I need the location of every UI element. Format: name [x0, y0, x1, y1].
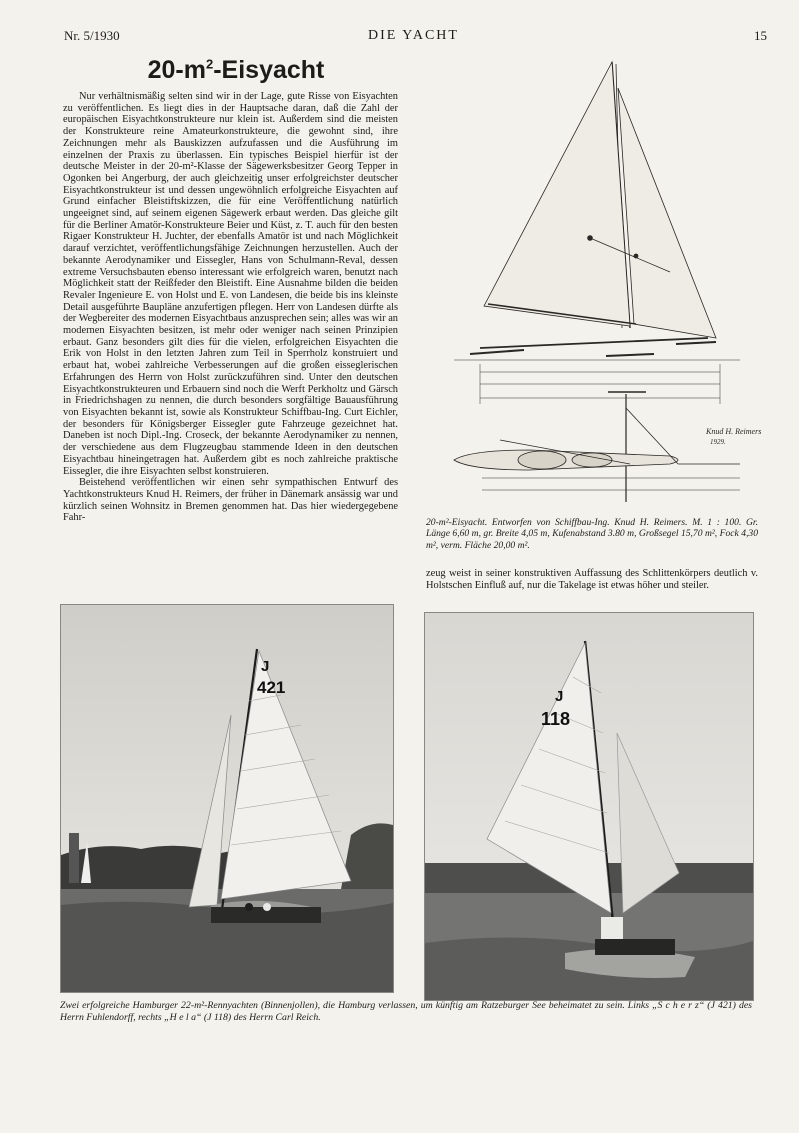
title-rest: -Eisyacht [213, 56, 325, 84]
article-body-left [63, 91, 398, 524]
drawing-signature-name: Knud H. Reimers [706, 427, 762, 436]
article-title [120, 56, 352, 85]
sail-letter-right: J [555, 688, 564, 705]
photo-scherz [60, 604, 394, 993]
sail-letter-left: J [261, 658, 270, 675]
page-number: 15 [754, 28, 767, 43]
photo-caption: Zwei erfolgreiche Hamburger 22-m²-Rennyachten (Binnenjollen), die Hamburg verlassen, um künftig am Ratzeburger See beheimatet zu sein. Links „S c h e r z“ (J 421) des Herrn Fuhlendorff, rechts „H e l a“ (J 118) des Herrn Carl Reich. [60, 1000, 752, 1023]
drawing-caption: 20-m²-Eisyacht. Entworfen von Schiffbau-Ing. Knud H. Reimers. M. 1 : 100. Gr. Länge 6,60 m, gr. Breite 4,05 m, Kufenabstand 3.80 m, Großsegel 15,70 m², Fock 4,30 m², verm. Fläche 20,00 m². [426, 517, 758, 551]
issue-number: Nr. 5/1930 [64, 28, 120, 43]
article-body-right: zeug weist in seiner konstruktiven Auffassung des Schlittenkörpers deutlich v. Holstschen Einfluß auf, nur die Takelage ist etwas höher und steiler. [426, 568, 758, 591]
sail-number-118: 118 [541, 709, 571, 729]
journal-title: DIE YACHT [368, 28, 459, 43]
paragraph-1: Nur verhältnismäßig selten sind wir in der Lage, gute Risse von Eisyachten zu veröffentlichen. Es liegt dies in der Hauptsache daran, daß die Zahl der europäischen Eisyachtkonstrukteure nur klein ist. Außerdem sind die meisten der Konstrukteure reine Amateurkonstrukteure, die gewohnt sind, ihre Zeichnungen mehr als Bauskizzen aufzufassen und die Ausführung im einzelnen der Praxis zu überlassen. Ein typisches Beispiel hierfür ist der deutsche Meister in der 20-m²-Klasse der Sägewerksbesitzer Georg Tepper in Ogonken bei Angerburg, der auch gleichzeitig unser erfolgreichster deutscher Eisyachtkonstrukteur ist und dessen ungewöhnlich erfolgreiche Eisyachten auf Grund einfacher Bleistiftskizzen, die für eine Veröffentlichung natürlich ungeeignet sind, auf seinem eigenen Sägewerk erbaut werden. Das gleiche gilt für die Berliner Amatör-Konstrukteure Beier und Küst, z. T. auch für den besten Rigaer Konstrukteur H. Juchter, der ebenfalls Amatör ist und nach Möglichkeit darauf verzichtet, veröffentlichungsfähige Zeichnungen herzustellen. Auch der bekannte Aerodynamiker und Eissegler, Hans von Schulmann-Reval, dessen extreme Versuchsbauten ebenso interessant wie erfolgreich waren, benutzt nach Möglichkeit statt der Reißfeder den Bleistift. Eine Ausnahme bilden die beiden Revaler Ingenieure E. von Holst und E. von Landesen, die beide bis ins kleinste Detail ausgeführte Baupläne anzufertigen pflegen. Herr von Landesen dürfte als der Wegbereiter des modernen Eisyachtbaus anzusprechen sein; alles was wir an modernen Eisyachten besitzen, ist mehr oder weniger nach seinen Prinzipien erbaut. Ganz besonders gilt dies für die vielen, erfolgreichen Eisyachten die Erik von Holst in den letzten Jahren zum Teil in Sperrholz konstruiert und erbaut hat, wobei zahlreiche Verbesserungen auf die großen eisseglerischen Erfahrungen des Herrn von Holst zurückzuführen sind. Unter den deutschen Eisyachtkonstrukteuren und Erbauern sind noch die Werft Perkholtz und Gärsch in Friedrichshagen zu nennen, die durch besonders sorgfältige Bauausführung von Eisyachten bekannt ist, sowie als Konstrukteur Schiffbau-Ing. Curt Eichler, der besonders für Königsberger Eissegler gute Fahrzeuge gezeichnet hat. Daneben ist noch Dipl.-Ing. Croseck, der bekannte Aerodynamiker zu nennen, der verschiedene aus dem Flugzeugbau stammende Ideen in den deutschen Eisyachtbau hineingetragen hat. Außerdem gibt es noch zahlreiche praktische Eissegler, die ihre Eisyachten selbst konstruieren. [63, 91, 398, 477]
photo-hela [424, 612, 754, 1001]
sail-number-421: 421 [257, 678, 286, 697]
photo-hela-image [425, 613, 753, 1000]
title-main: 20-m [147, 56, 206, 84]
paragraph-2: Beistehend veröffentlichen wir einen sehr sympathischen Entwurf des Yachtkonstrukteurs Knud H. Reimers, der früher in Dänemark ansässig war und kürzlich seinen Wohnsitz in Bremen genommen hat. Das hier wiedergegebene Fahr- [63, 477, 398, 524]
ice-yacht-drawing [440, 58, 770, 508]
photo-scherz-image [61, 605, 393, 992]
drawing-signature-year: 1929. [710, 438, 726, 446]
title-superscript: 2 [205, 56, 214, 72]
